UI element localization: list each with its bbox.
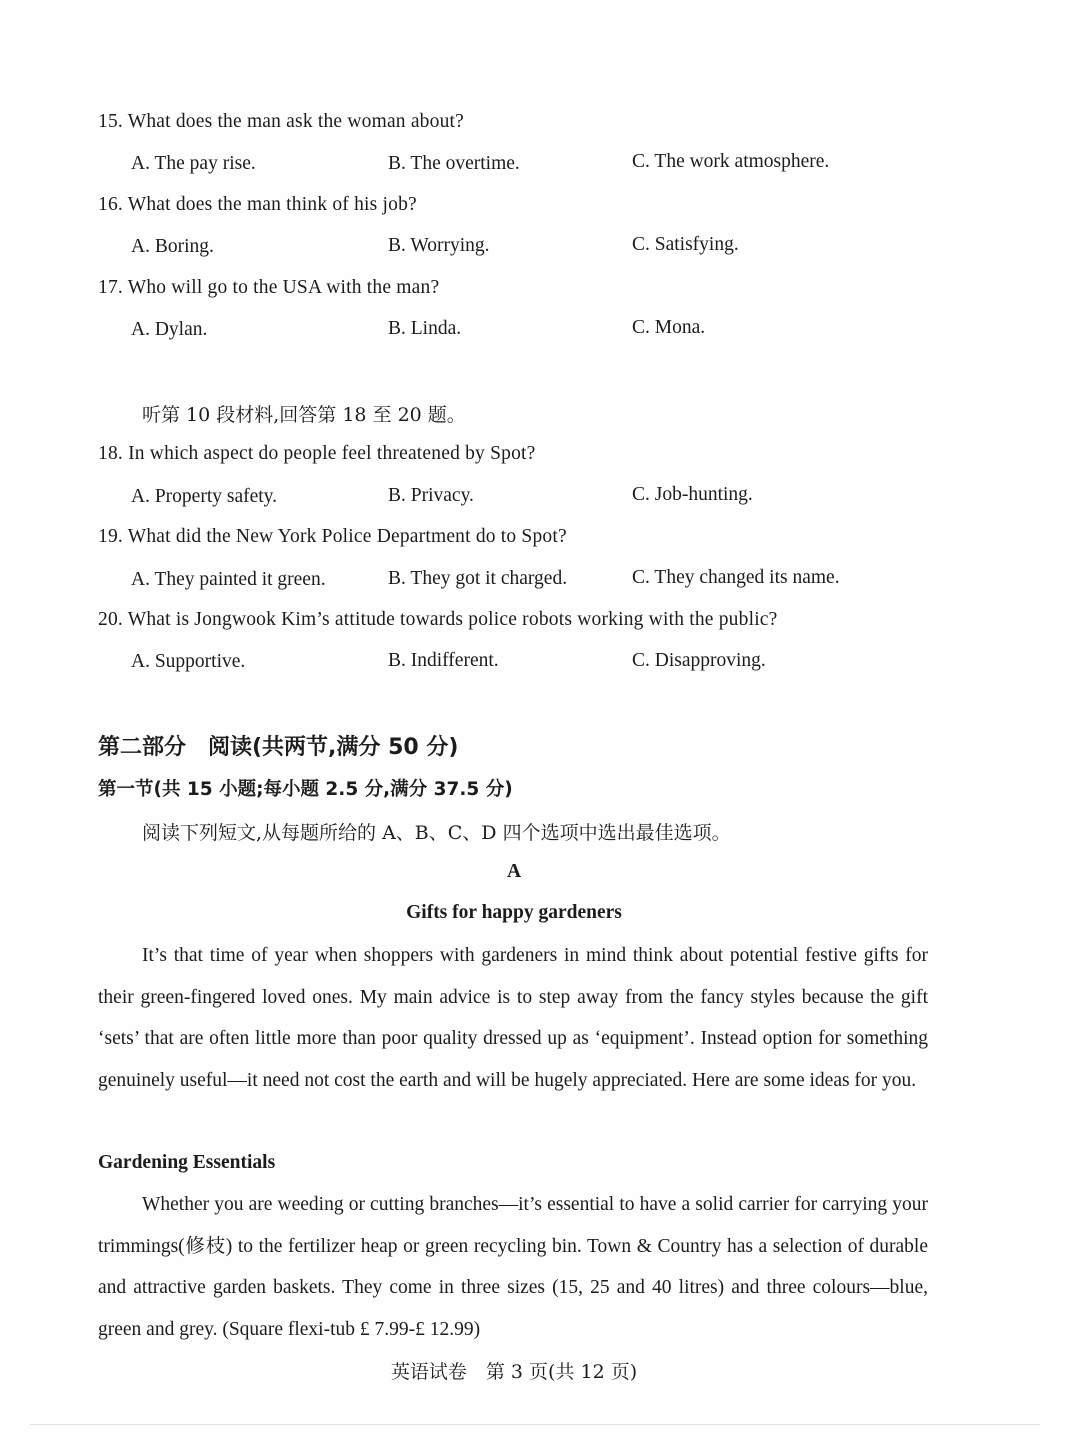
option-b: B. They got it charged. (388, 568, 568, 589)
question-16 (98, 194, 417, 216)
question-text: Who will go to the USA with the man? (127, 277, 440, 298)
question-text: What does the man ask the woman about? (127, 111, 465, 132)
option-a: A. Property safety. (131, 486, 278, 507)
question-number: 17. (98, 277, 123, 298)
page-footer: 英语试卷 第 3 页(共 12 页) (390, 1361, 638, 1383)
question-text: In which aspect do people feel threatened by Spot? (128, 443, 536, 464)
reading-instruction: 阅读下列短文,从每题所给的 A、B、C、D 四个选项中选出最佳选项。 (142, 822, 731, 844)
bottom-divider (30, 1424, 1040, 1425)
option-c: C. Disapproving. (632, 650, 766, 671)
paragraph-1: It’s that time of year when shoppers with gardeners in mind think about potential festive gifts for their green-fingered loved ones. My main advice is to step away from the fancy styles because the gift ‘sets’ that are often little more than poor quality dressed up as ‘equipment’. Instead option for something genuinely useful—it need not cost the earth and will be hugely appreciated. Here are some ideas for you. (98, 945, 928, 1091)
listening-instruction: 听第 10 段材料,回答第 18 至 20 题。 (142, 404, 466, 426)
passage-letter: A (506, 861, 522, 882)
question-number: 20. (98, 609, 123, 630)
question-number: 15. (98, 111, 123, 132)
question-number: 16. (98, 194, 123, 215)
question-19 (98, 526, 567, 548)
question-text: What is Jongwook Kim’s attitude towards police robots working with the public? (127, 609, 778, 630)
option-b: B. Worrying. (388, 235, 490, 256)
part-title: 第二部分 阅读(共两节,满分 50 分) (98, 735, 459, 760)
question-17 (98, 277, 439, 299)
subheading: Gardening Essentials (98, 1152, 276, 1173)
option-c: C. They changed its name. (632, 567, 840, 588)
option-c: C. Job-hunting. (632, 484, 753, 505)
option-b: B. Linda. (388, 318, 462, 339)
option-b: B. Indifferent. (388, 650, 499, 671)
option-a: A. The pay rise. (131, 153, 256, 174)
question-text: What does the man think of his job? (127, 194, 417, 215)
option-b: B. The overtime. (388, 153, 520, 174)
question-text: What did the New York Police Department do to Spot? (127, 526, 567, 547)
question-20 (98, 609, 778, 631)
passage-title: Gifts for happy gardeners (406, 902, 622, 923)
section-title: 第一节(共 15 小题;每小题 2.5 分,满分 37.5 分) (98, 779, 513, 800)
option-c: C. Mona. (632, 317, 706, 338)
option-a: A. Boring. (131, 236, 214, 257)
question-number: 18. (98, 443, 123, 464)
paragraph-2: Whether you are weeding or cutting branches—it’s essential to have a solid carrier for carrying your trimmings(修枝) to the fertilizer heap or green recycling bin. Town & Country has a selection of durable and attractive garden baskets. They come in three sizes (15, 25 and 40 litres) and three colours—blue, green and grey. (Square flexi-tub £ 7.99-£ 12.99) (98, 1194, 928, 1340)
question-15 (98, 111, 464, 133)
option-b: B. Privacy. (388, 485, 474, 506)
option-a: A. They painted it green. (131, 569, 326, 590)
option-c: C. The work atmosphere. (632, 151, 830, 172)
question-number: 19. (98, 526, 123, 547)
question-18 (98, 443, 536, 465)
option-a: A. Supportive. (131, 651, 246, 672)
option-c: C. Satisfying. (632, 234, 739, 255)
option-a: A. Dylan. (131, 319, 208, 340)
